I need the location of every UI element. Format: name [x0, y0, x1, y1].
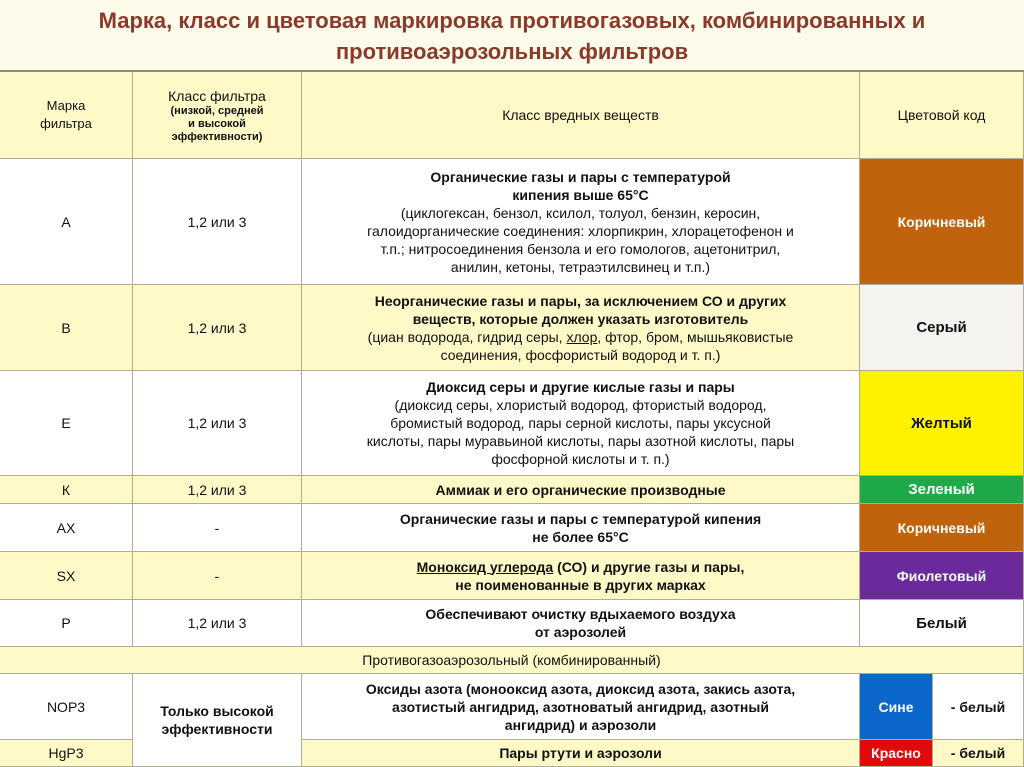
- header-class-line2: (низкой, средней: [170, 104, 264, 117]
- row-e-normal1: (диоксид серы, хлористый водород, фтористый водород,: [394, 397, 767, 413]
- row-e-mark-label: Е: [61, 415, 71, 431]
- row-b-normal1u: хлор: [566, 328, 598, 345]
- header-mark-line1: Марка: [46, 98, 86, 113]
- row-k-class: [133, 476, 302, 504]
- row-p-color: [860, 600, 1024, 647]
- header-class-line4: эффективности): [171, 130, 263, 143]
- row-nop3-line2: азотистый ангидрид, азотноватый ангидрид, азотный: [392, 698, 769, 715]
- row-nop3-color2: [933, 674, 1024, 740]
- row-a-mark: [0, 159, 133, 285]
- header-class-line1: Класс фильтра: [168, 87, 266, 104]
- row-b-normal1: [368, 328, 794, 346]
- row-e-color: [860, 371, 1024, 476]
- row-nop3-color1-label: Сине: [878, 698, 914, 715]
- header-class-line3: и высокой: [188, 117, 246, 130]
- row-k-mark: [0, 476, 133, 504]
- row-p-color-label: Белый: [916, 614, 967, 632]
- row-ax-color-label: Коричневый: [897, 519, 986, 536]
- row-p-class-label: 1,2 или 3: [187, 615, 247, 631]
- row-a-normal4: анилин, кетоны, тетраэтилсвинец и т.п.): [450, 258, 711, 275]
- row-hgp3-substances: [302, 740, 860, 767]
- row-p-substances: [302, 600, 860, 647]
- row-e-bold1: Диоксид серы и другие кислые газы и пары: [426, 379, 735, 395]
- header-color: [860, 72, 1024, 159]
- header-mark-line2: фильтра: [40, 116, 92, 131]
- row-k-substances: [302, 476, 860, 504]
- row-sx-bold1u: Моноксид углерода: [416, 558, 554, 575]
- row-p-bold1: Обеспечивают очистку вдыхаемого воздуха: [425, 606, 736, 622]
- row-p-mark: [0, 600, 133, 647]
- row-b-normal1a: (циан водорода, гидрид серы,: [367, 328, 567, 345]
- row-k-color-label: Зеленый: [908, 481, 975, 498]
- row-nop3-substances: [302, 674, 860, 740]
- row-ax-bold1: Органические газы и пары с температурой кипения: [399, 510, 762, 527]
- title-line-1: Марка, класс и цветовая маркировка противогазовых, комбинированных и: [98, 8, 926, 33]
- row-nop3-line1: Оксиды азота (монооксид азота, диоксид азота, закись азота,: [365, 680, 796, 697]
- row-e-substances: [302, 371, 860, 476]
- row-a-substances: [302, 159, 860, 285]
- row-e-class-label: 1,2 или 3: [187, 415, 247, 431]
- row-a-normal3: т.п.; нитросоединения бензола и его гомологов, ацетонитрил,: [380, 240, 781, 257]
- row-k-bold1: Аммиак и его органические производные: [435, 481, 726, 498]
- row-k-color: [860, 476, 1024, 504]
- row-hgp3-mark: [0, 740, 133, 767]
- combined-class-line1: Только высокой: [160, 703, 274, 719]
- row-b-class-label: 1,2 или 3: [187, 319, 247, 336]
- row-ax-color: [860, 504, 1024, 552]
- row-b-class: [133, 285, 302, 371]
- row-ax-class-label: -: [214, 519, 220, 536]
- row-b-mark: [0, 285, 133, 371]
- row-p-bold2: от аэрозолей: [534, 624, 627, 640]
- row-nop3-color1: [860, 674, 933, 740]
- row-e-normal4: фосфорной кислоты и т. п.): [491, 451, 670, 467]
- combined-class: [133, 674, 302, 767]
- header-color-label: Цветовой код: [897, 107, 986, 123]
- row-e-color-label: Желтый: [911, 414, 972, 432]
- combined-header-label: Противогазоаэрозольный (комбинированный): [362, 652, 661, 668]
- title-line-2: противоаэрозольных фильтров: [335, 39, 689, 64]
- row-sx-line1: [417, 558, 745, 576]
- row-sx-class: [133, 552, 302, 600]
- row-p-class: [133, 600, 302, 647]
- row-a-class-label: 1,2 или 3: [187, 213, 247, 230]
- row-nop3-mark-label: NOP3: [46, 698, 86, 715]
- row-k-class-label: 1,2 или 3: [187, 481, 247, 498]
- row-hgp3-color1: [860, 740, 933, 767]
- row-hgp3-mark-label: HgP3: [48, 745, 84, 761]
- row-nop3-mark: [0, 674, 133, 740]
- row-nop3-line3: ангидрид) и аэрозоли: [504, 716, 657, 733]
- row-a-bold1: Органические газы и пары с температурой: [430, 168, 731, 185]
- row-b-substances: [302, 285, 860, 371]
- row-e-normal2: бромистый водород, пары серной кислоты, пары уксусной: [390, 415, 771, 431]
- row-sx-mark: [0, 552, 133, 600]
- row-hgp3-color1-label: Красно: [871, 745, 921, 761]
- row-b-color-label: Серый: [916, 319, 967, 336]
- row-e-mark: [0, 371, 133, 476]
- header-mark: [0, 72, 133, 159]
- row-e-normal3: кислоты, пары муравьиной кислоты, пары азотной кислоты, пары: [366, 433, 795, 449]
- row-a-class: [133, 159, 302, 285]
- row-k-mark-label: К: [61, 481, 71, 498]
- row-nop3-color2-label: - белый: [950, 698, 1006, 715]
- row-sx-mark-label: SX: [56, 567, 76, 584]
- row-ax-bold2: не более 65°C: [532, 528, 629, 545]
- row-b-normal1b: , фтор, бром, мышьяковистые: [597, 328, 794, 345]
- row-e-class: [133, 371, 302, 476]
- row-sx-color-label: Фиолетовый: [896, 567, 987, 584]
- row-a-color: [860, 159, 1024, 285]
- combined-header: [0, 647, 1024, 674]
- combined-class-line2: эффективности: [161, 721, 273, 737]
- row-ax-mark: [0, 504, 133, 552]
- row-a-mark-label: А: [61, 213, 71, 230]
- row-a-normal2: галоидорганические соединения: хлорпикрин, хлорацетофенон и: [367, 222, 794, 239]
- row-hgp3-color2: [933, 740, 1024, 767]
- row-a-color-label: Коричневый: [897, 213, 986, 230]
- row-b-bold2: веществ, которые должен указать изготовитель: [412, 310, 749, 327]
- row-ax-class: [133, 504, 302, 552]
- row-sx-substances: [302, 552, 860, 600]
- row-b-mark-label: В: [61, 319, 71, 336]
- row-ax-substances: [302, 504, 860, 552]
- header-class: [133, 72, 302, 159]
- header-substances-label: Класс вредных веществ: [502, 107, 659, 123]
- row-sx-class-label: -: [214, 567, 220, 584]
- row-b-normal2: соединения, фосфористый водород и т. п.): [440, 346, 721, 363]
- row-b-bold1: Неорганические газы и пары, за исключением СО и других: [374, 292, 787, 309]
- row-a-normal1: (циклогексан, бензол, ксилол, толуол, бензин, керосин,: [400, 204, 761, 221]
- row-hgp3-color2-label: - белый: [950, 745, 1006, 761]
- row-sx-bold1: (СО) и другие газы и пары,: [553, 558, 745, 575]
- header-substances: [302, 72, 860, 159]
- page-title: [0, 0, 1024, 70]
- row-hgp3-line1: Пары ртути и аэрозоли: [499, 745, 662, 761]
- row-a-bold2: кипения выше 65°C: [512, 186, 649, 203]
- row-p-mark-label: Р: [61, 615, 71, 631]
- row-sx-bold2: не поименованные в других марках: [455, 576, 706, 593]
- row-b-color: [860, 285, 1024, 371]
- row-sx-color: [860, 552, 1024, 600]
- row-ax-mark-label: АХ: [56, 519, 76, 536]
